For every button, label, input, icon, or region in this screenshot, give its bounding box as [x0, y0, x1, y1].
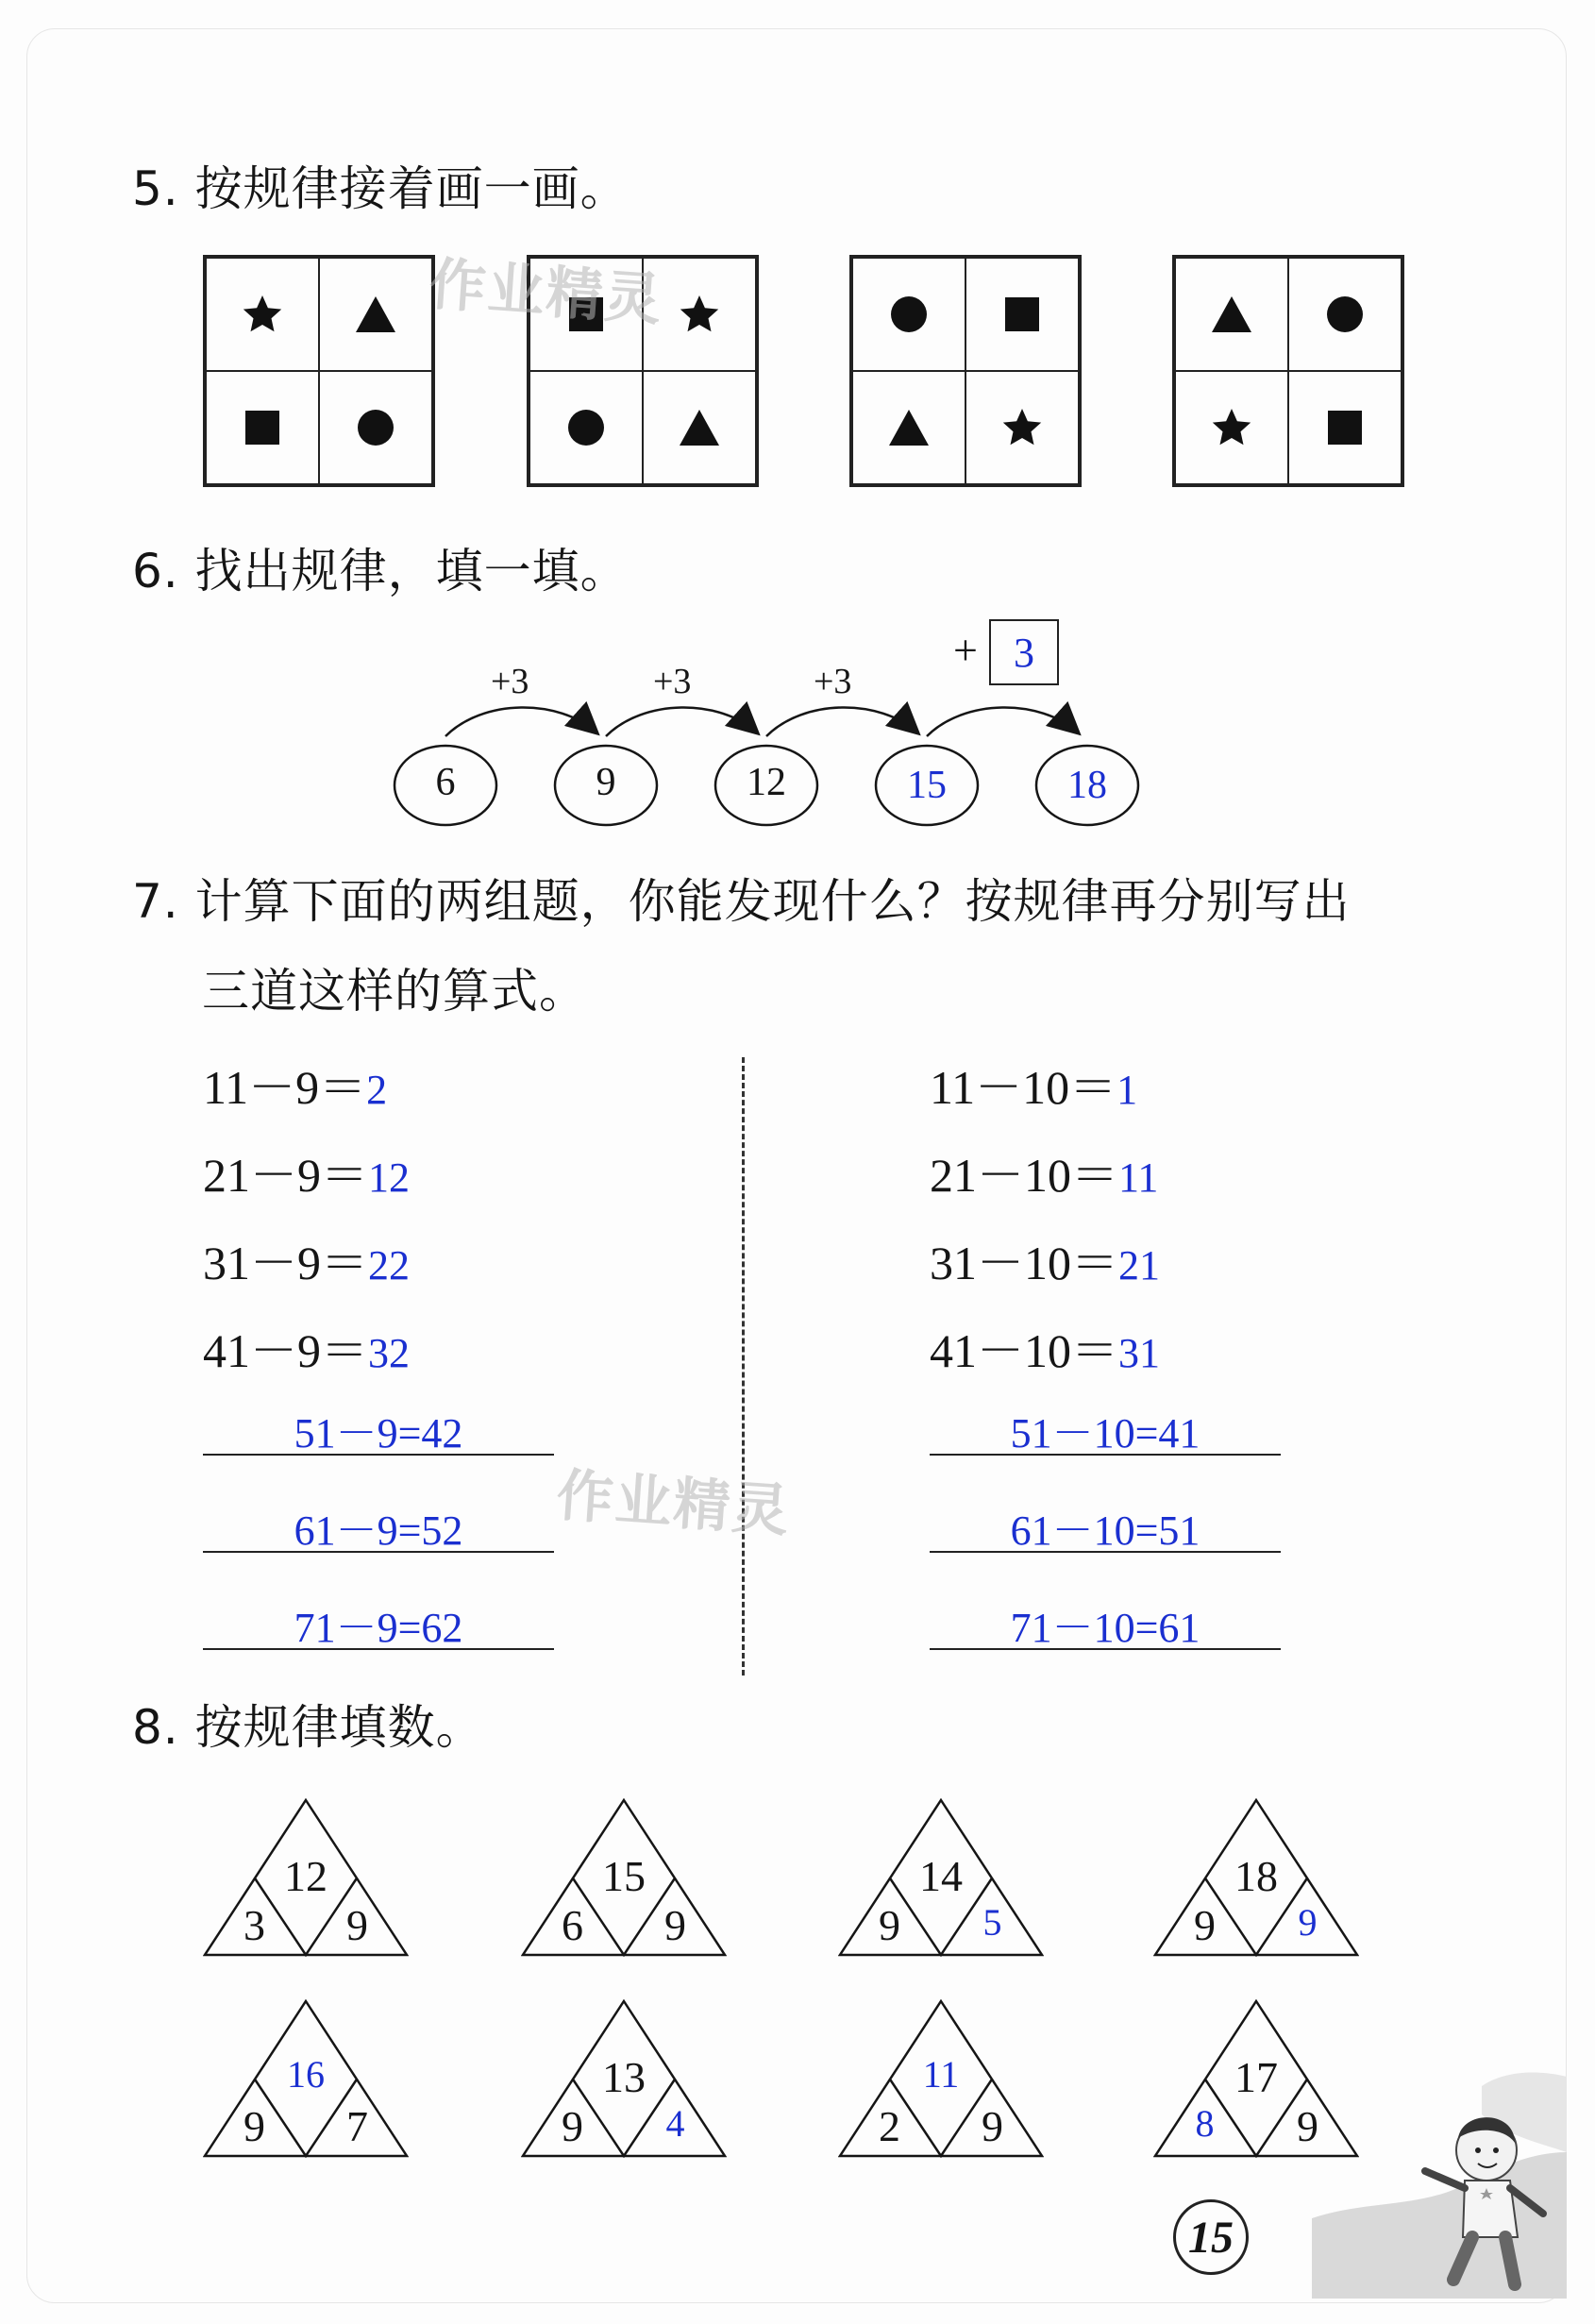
- q7-right-equation: [930, 1050, 1137, 1118]
- q8-title: 8. 按规律填数。: [132, 1700, 484, 1755]
- q7-left-equation: [203, 1225, 410, 1293]
- q5-grid-1: [203, 255, 435, 487]
- q5-grid-cell: [1288, 371, 1402, 484]
- q7-answer-line: [203, 1648, 554, 1650]
- q7-expression: 31－9＝: [203, 1237, 368, 1289]
- q7-left-equation: [203, 1050, 387, 1118]
- q8-triangle-top-number: 14: [919, 1852, 963, 1900]
- circle-icon: [1321, 291, 1368, 338]
- circle-icon: [562, 404, 610, 451]
- q7-answer: 21: [1118, 1242, 1160, 1288]
- q6-step-label: +3: [491, 662, 529, 701]
- q8-triangle-left-number: 8: [1195, 2102, 1215, 2145]
- q8-triangle-left-number: 9: [243, 2102, 265, 2150]
- q6-answer-number: 15: [907, 764, 947, 807]
- q5-grid-cell: [319, 371, 432, 484]
- q7-answer: 11: [1118, 1154, 1159, 1201]
- q8-triangle-left-number: 9: [562, 2102, 583, 2150]
- circle-icon: [352, 404, 399, 451]
- q8-triangle-top-number: 12: [284, 1852, 327, 1900]
- square-icon: [999, 291, 1046, 338]
- q8-triangle-top-number: 18: [1234, 1852, 1278, 1900]
- q7-title-line2: 三道这样的算式。: [202, 964, 587, 1019]
- q6-step-label: +3: [653, 662, 692, 701]
- q6-last-step-plus: +: [953, 626, 978, 674]
- q6-title: 6. 找出规律，填一填。: [132, 544, 629, 598]
- q7-right-equation: [930, 1137, 1158, 1205]
- q7-title-line1: 7. 计算下面的两组题，你能发现什么？按规律再分别写出: [132, 874, 1351, 929]
- q7-expression: 11－10＝: [930, 1061, 1117, 1114]
- q8-triangle-right-number: 5: [982, 1901, 1002, 1944]
- star-icon: [1208, 404, 1255, 451]
- running-boy-illustration: [1312, 2048, 1567, 2299]
- q7-expression: 21－9＝: [203, 1149, 368, 1202]
- q8-triangle-top-number: 13: [602, 2053, 646, 2101]
- page-number: 15: [1188, 2212, 1234, 2263]
- q8-triangle-top-number: 16: [287, 2053, 325, 2096]
- watermark-2: 作业精灵: [554, 1462, 793, 1545]
- q8-triangle-right-number: 9: [982, 2102, 1003, 2150]
- q5-grid-cell: [1288, 258, 1402, 371]
- q8-triangle-left-number: 6: [562, 1901, 583, 1949]
- q8-triangle-right-number: 9: [1297, 2102, 1318, 2150]
- q8-triangle-right-number: 4: [665, 2102, 685, 2145]
- q5-grid-4: [1172, 255, 1404, 487]
- q7-answer: 22: [368, 1242, 410, 1288]
- q7-left-equation: [203, 1313, 410, 1381]
- q7-expression: 11－9＝: [203, 1061, 367, 1114]
- q8-triangle-left-number: 9: [879, 1901, 900, 1949]
- star-icon: [676, 291, 723, 338]
- q7-expression: 31－10＝: [930, 1237, 1118, 1289]
- q6-sequence-number: 9: [596, 761, 616, 804]
- q6-step-answer: 3: [1014, 629, 1034, 676]
- triangle-icon: [676, 404, 723, 451]
- q7-answer: 2: [366, 1067, 388, 1113]
- q8-triangle-top-number: 17: [1234, 2053, 1278, 2101]
- triangle-icon: [352, 291, 399, 338]
- q7-right-equation: [930, 1313, 1160, 1381]
- q5-grid-cell: [529, 371, 643, 484]
- q6-arrow: [445, 707, 596, 736]
- q7-answer: 1: [1116, 1067, 1138, 1113]
- q5-grid-cell: [852, 371, 965, 484]
- q8-triangle-right-number: 7: [346, 2102, 368, 2150]
- q7-written-equation: 51－10=41: [1010, 1410, 1200, 1457]
- q5-grid-cell: [1175, 258, 1288, 371]
- q7-written-equation: 61－10=51: [1010, 1507, 1200, 1554]
- q5-grid-cell: [206, 371, 319, 484]
- q7-answer: 32: [368, 1330, 410, 1376]
- q5-grid-cell: [965, 258, 1079, 371]
- square-icon: [1321, 404, 1368, 451]
- q5-grid-cell: [1175, 371, 1288, 484]
- q5-grid-cell: [852, 258, 965, 371]
- q8-triangle-left-number: 3: [243, 1901, 265, 1949]
- page-number-badge: [1173, 2199, 1249, 2275]
- q7-written-equation: 61－9=52: [294, 1507, 463, 1554]
- q7-answer: 31: [1118, 1330, 1160, 1376]
- circle-icon: [885, 291, 932, 338]
- square-icon: [239, 404, 286, 451]
- star-icon: [999, 404, 1046, 451]
- q8-triangle-top-number: 11: [922, 2053, 960, 2096]
- q8-triangle-left-number: 9: [1194, 1901, 1216, 1949]
- q6-arrow: [927, 707, 1078, 736]
- q7-answer: 12: [368, 1154, 410, 1201]
- q7-answer-line: [930, 1551, 1281, 1553]
- q7-answer-line: [203, 1454, 554, 1456]
- q7-answer-line: [930, 1648, 1281, 1650]
- q6-answer-number: 18: [1067, 764, 1107, 807]
- q7-written-equation: 71－10=61: [1010, 1605, 1200, 1651]
- q7-answer-line: [203, 1551, 554, 1553]
- q5-grid-3: [849, 255, 1082, 487]
- star-icon: [239, 291, 286, 338]
- q7-written-equation: 51－9=42: [294, 1410, 463, 1457]
- q5-title: 5. 按规律接着画一画。: [132, 161, 629, 216]
- q7-expression: 41－10＝: [930, 1324, 1118, 1377]
- q7-right-equation: [930, 1225, 1160, 1293]
- triangle-icon: [1208, 291, 1255, 338]
- q6-answer-box: [989, 619, 1059, 685]
- q7-written-equation: 71－9=62: [294, 1605, 463, 1651]
- q6-sequence-number: 12: [747, 761, 786, 804]
- q8-triangle-right-number: 9: [1298, 1901, 1318, 1944]
- q8-triangle-right-number: 9: [664, 1901, 686, 1949]
- q8-triangle-right-number: 9: [346, 1901, 368, 1949]
- q7-left-equation: [203, 1137, 410, 1205]
- q8-triangle-left-number: 2: [879, 2102, 900, 2150]
- q7-answer-line: [930, 1454, 1281, 1456]
- q8-triangle-top-number: 15: [602, 1852, 646, 1900]
- q5-grid-cell: [319, 258, 432, 371]
- q7-expression: 41－9＝: [203, 1324, 368, 1377]
- q6-sequence-number: 6: [435, 761, 456, 804]
- triangle-icon: [885, 404, 932, 451]
- q5-grid-cell: [965, 371, 1079, 484]
- q5-grid-cell: [643, 371, 756, 484]
- q7-expression: 21－10＝: [930, 1149, 1118, 1202]
- q6-arrow: [606, 707, 757, 736]
- q7-divider: [742, 1057, 745, 1676]
- q5-grid-cell: [206, 258, 319, 371]
- watermark-1: 作业精灵: [427, 251, 665, 334]
- q6-arrow: [766, 707, 917, 736]
- q6-step-label: +3: [814, 662, 852, 701]
